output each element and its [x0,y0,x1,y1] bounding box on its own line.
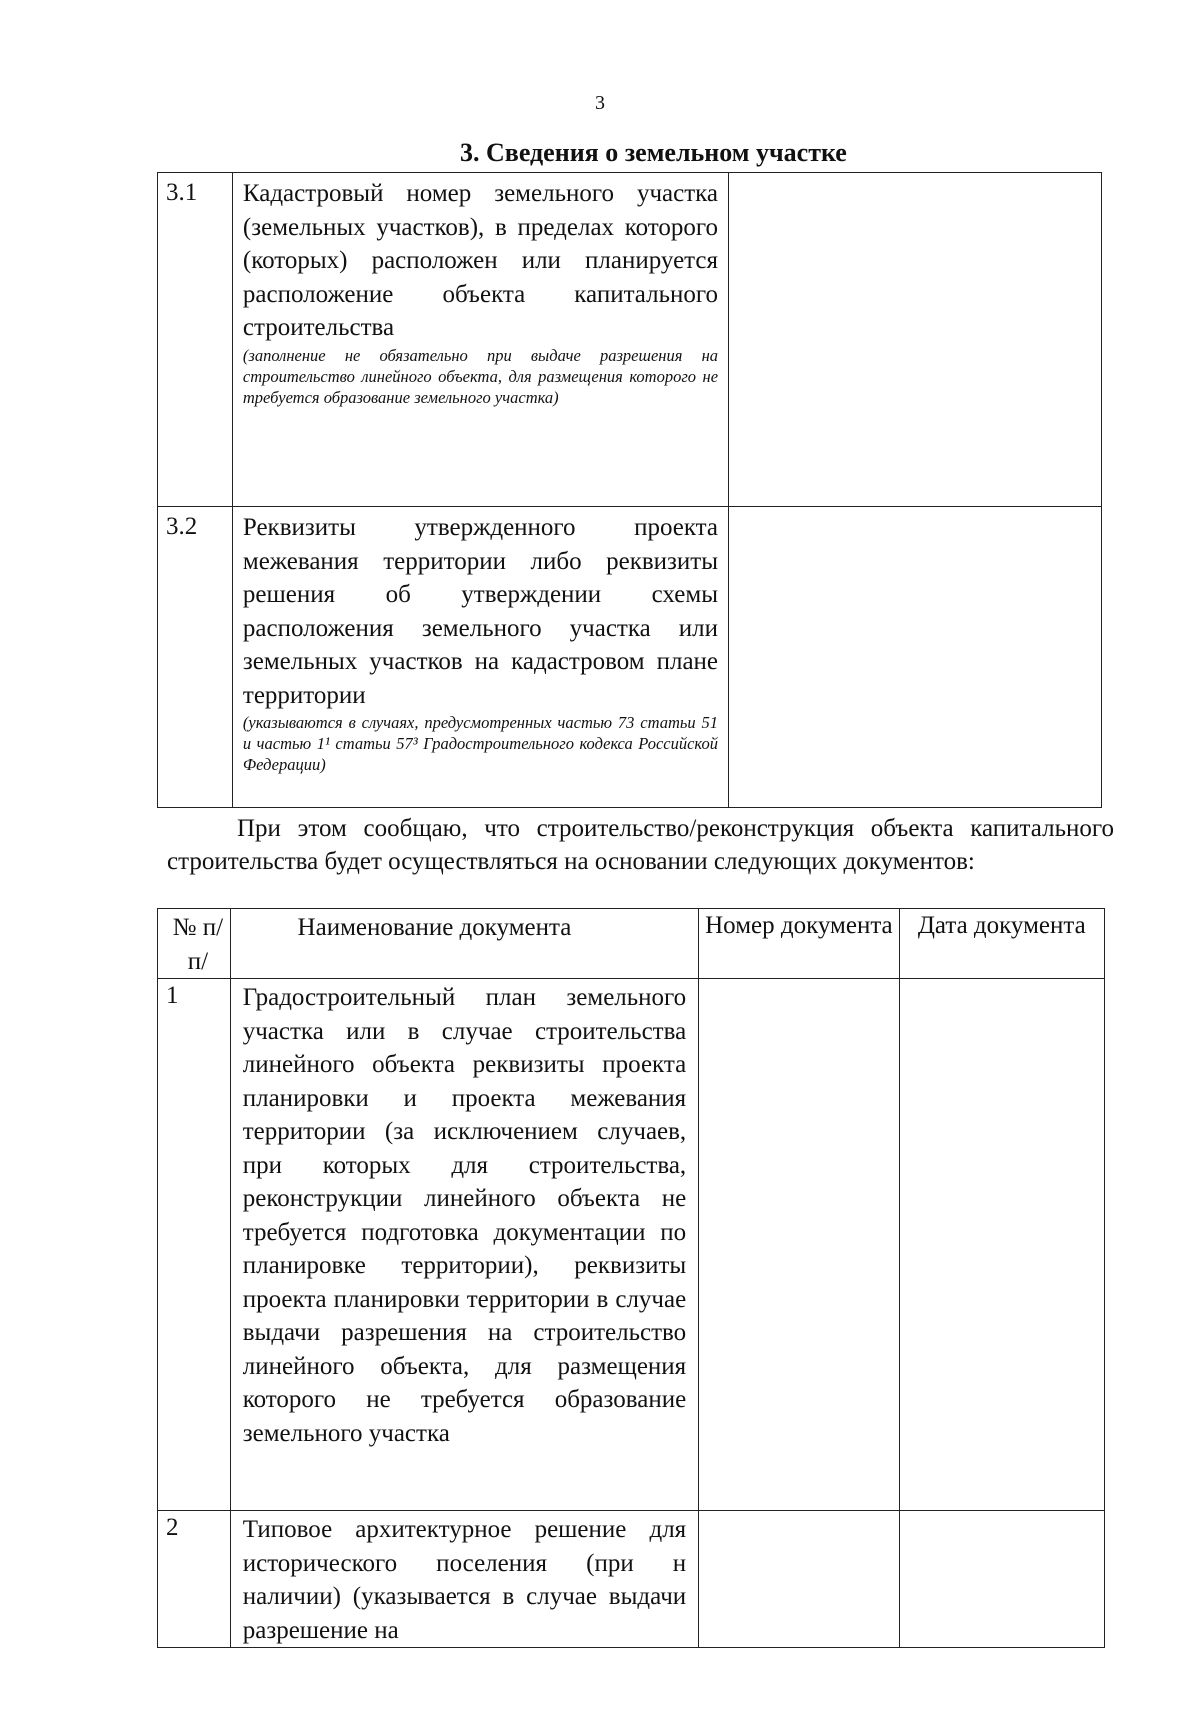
document-name: Градостроительный план земельного участка или в случае строительства линейного объекта реквизиты проекта планировки и проекта межевания территории (за исключением случаев, при которых для строительства, реконструкции линейного объекта не требуется подготовка документации по планировке территории), реквизиты проекта планировки территории в случае выдачи разрешения на строительство линейного объекта, для размещения которого не требуется образование земельного участка [230,979,698,1511]
header-num: № п/п/ [158,909,231,979]
table-header-row [158,909,1105,979]
row-number: 2 [158,1511,231,1648]
table-row [158,507,1102,808]
table-row [158,979,1105,1511]
page-number: 3 [595,92,605,114]
value-cell[interactable] [729,173,1102,507]
table-row [158,173,1102,507]
row-number: 3.1 [158,173,233,507]
table-row [158,1511,1105,1648]
row-text: Реквизиты утвержденного проекта межевания территории либо реквизиты решения об утверждении схемы расположения земельного участка или земельных участков на кадастровом плане территории [242,514,719,709]
row-text: Кадастровый номер земельного участка (земельных участков), в пределах которого (которых) расположен или планируется расположение объекта капитального строительства [242,180,719,341]
basis-paragraph: При этом сообщаю, что строительство/реконструкция объекта капитального строительства будет осуществляться на основании следующих документов: [167,815,1114,875]
document-number-cell[interactable] [699,1511,899,1648]
row-description [232,173,728,507]
row-note: (заполнение не обязательно при выдаче разрешения на строительство линейного объекта, для размещения которого не требуется образование земельного участка) [242,345,719,407]
document-date-cell[interactable] [899,979,1104,1511]
documents-table [157,908,1105,1648]
row-number: 1 [158,979,231,1511]
document-number-cell[interactable] [699,979,899,1511]
row-number: 3.2 [158,507,233,808]
value-cell[interactable] [729,507,1102,808]
header-number: Номер документа [699,909,899,979]
row-note: (указываются в случаях, предусмотренных частью 73 статьи 51 и частью 1¹ статьи 57³ Градостроительного кодекса Российской Федерации) [242,713,719,774]
document-name: Типовое архитектурное решение для исторического поселения (при н наличии) (указывается в случае выдачи разрешение на [230,1511,698,1648]
document-date-cell[interactable] [899,1511,1104,1648]
header-date: Дата документа [899,909,1104,979]
land-plot-table [157,172,1102,808]
row-description [232,507,728,808]
section-title: 3. Сведения о земельном участке [460,138,847,167]
header-name: Наименование документа [230,909,698,979]
